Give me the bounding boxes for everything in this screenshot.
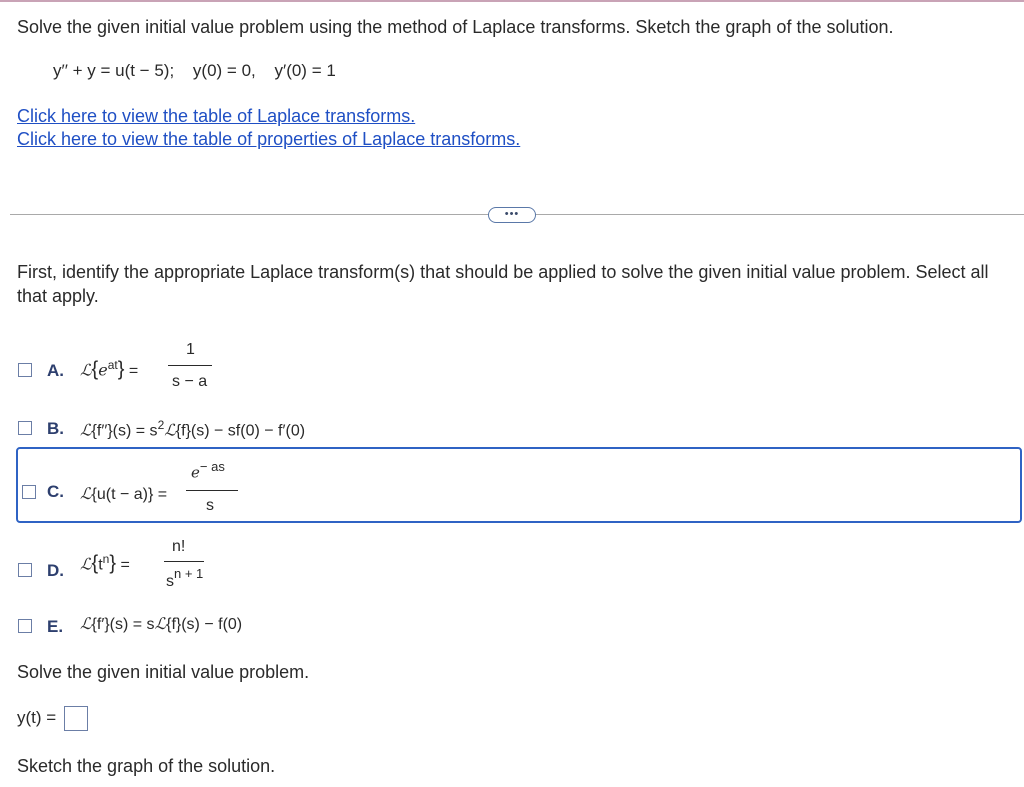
- option-d-denominator: [166, 565, 204, 590]
- exp-base: e: [98, 360, 108, 380]
- option-c-fraction-bar: [186, 490, 238, 491]
- question-text: Solve the given initial value problem using the method of Laplace transforms. Sketch the graph of the solution.: [17, 17, 894, 37]
- laplace-symbol: ℒ: [154, 614, 167, 633]
- laplace-symbol: ℒ: [80, 360, 92, 380]
- option-e-checkbox[interactable]: [18, 619, 32, 633]
- brace-open: {: [91, 552, 99, 575]
- power-base: s: [166, 573, 174, 590]
- option-a-denominator: s − a: [172, 373, 208, 390]
- exp-base: e: [191, 463, 200, 482]
- initial-condition-1: y(0) = 0,: [192, 61, 256, 80]
- option-c-checkbox[interactable]: [22, 485, 36, 499]
- brace-close: }: [117, 358, 125, 381]
- option-a-lhs: [80, 358, 138, 381]
- laplace-table-link[interactable]: Click here to view the table of Laplace transforms.: [17, 106, 416, 126]
- ode-equation: [53, 61, 336, 81]
- answer-input-box[interactable]: [64, 706, 88, 731]
- option-a-checkbox[interactable]: [18, 363, 32, 377]
- instruction-text: First, identify the appropriate Laplace transform(s) that should be applied to solve the given initial value problem. Select all that apply.: [17, 262, 989, 306]
- brace-close: }: [109, 552, 117, 575]
- option-d-lhs: [80, 552, 130, 575]
- equals-sign: =: [120, 556, 130, 574]
- equals-sign: =: [128, 362, 139, 380]
- option-a-label: A.: [47, 361, 64, 380]
- laplace-symbol: ℒ: [80, 554, 92, 574]
- option-d-label: D.: [47, 561, 64, 580]
- top-accent-line: [0, 0, 1024, 2]
- option-e-formula: [80, 614, 242, 634]
- option-b-part1: {f′′}(s) = s: [91, 422, 158, 440]
- brace-open: {: [91, 358, 99, 381]
- exp-power: at: [107, 358, 118, 372]
- option-e-part1: {f′}(s) = s: [91, 616, 155, 633]
- option-c-label: C.: [47, 482, 64, 501]
- laplace-symbol: ℒ: [80, 420, 92, 440]
- option-b-checkbox[interactable]: [18, 421, 32, 435]
- option-d-fraction-bar: [164, 561, 204, 562]
- laplace-symbol: ℒ: [80, 484, 92, 503]
- solve-prompt: Solve the given initial value problem.: [17, 662, 310, 682]
- power-exp: n: [102, 552, 110, 566]
- option-e-label: E.: [47, 617, 64, 636]
- laplace-symbol: ℒ: [80, 614, 92, 633]
- option-c-numerator: [191, 459, 225, 482]
- expand-more-button[interactable]: •••: [488, 207, 536, 223]
- option-a-fraction-bar: [168, 365, 212, 366]
- option-c-lhs-text: {u(t − a)} =: [91, 486, 168, 503]
- option-c-lhs: [80, 484, 167, 504]
- option-d-numerator: n!: [172, 538, 186, 555]
- option-c-denominator: s: [206, 497, 214, 514]
- option-b-part2: {f}(s) − sf(0) − f′(0): [175, 422, 306, 440]
- answer-label: y(t) =: [17, 708, 57, 727]
- sketch-prompt: Sketch the graph of the solution.: [17, 756, 276, 776]
- option-b-formula: [80, 418, 305, 440]
- option-a-numerator: 1: [186, 341, 195, 358]
- option-b-label: B.: [47, 419, 64, 438]
- option-e-part2: {f}(s) − f(0): [166, 616, 243, 633]
- power-base: t: [98, 556, 103, 574]
- exp-power: − as: [199, 459, 225, 474]
- power-exp: n + 1: [174, 566, 204, 581]
- option-b-exponent: 2: [157, 418, 165, 432]
- initial-condition-2: y′(0) = 1: [274, 61, 336, 80]
- ode-expression: y′′ + y = u(t − 5);: [53, 61, 175, 80]
- option-d-checkbox[interactable]: [18, 563, 32, 577]
- laplace-properties-link[interactable]: Click here to view the table of properties of Laplace transforms.: [17, 129, 521, 149]
- laplace-symbol: ℒ: [164, 420, 176, 440]
